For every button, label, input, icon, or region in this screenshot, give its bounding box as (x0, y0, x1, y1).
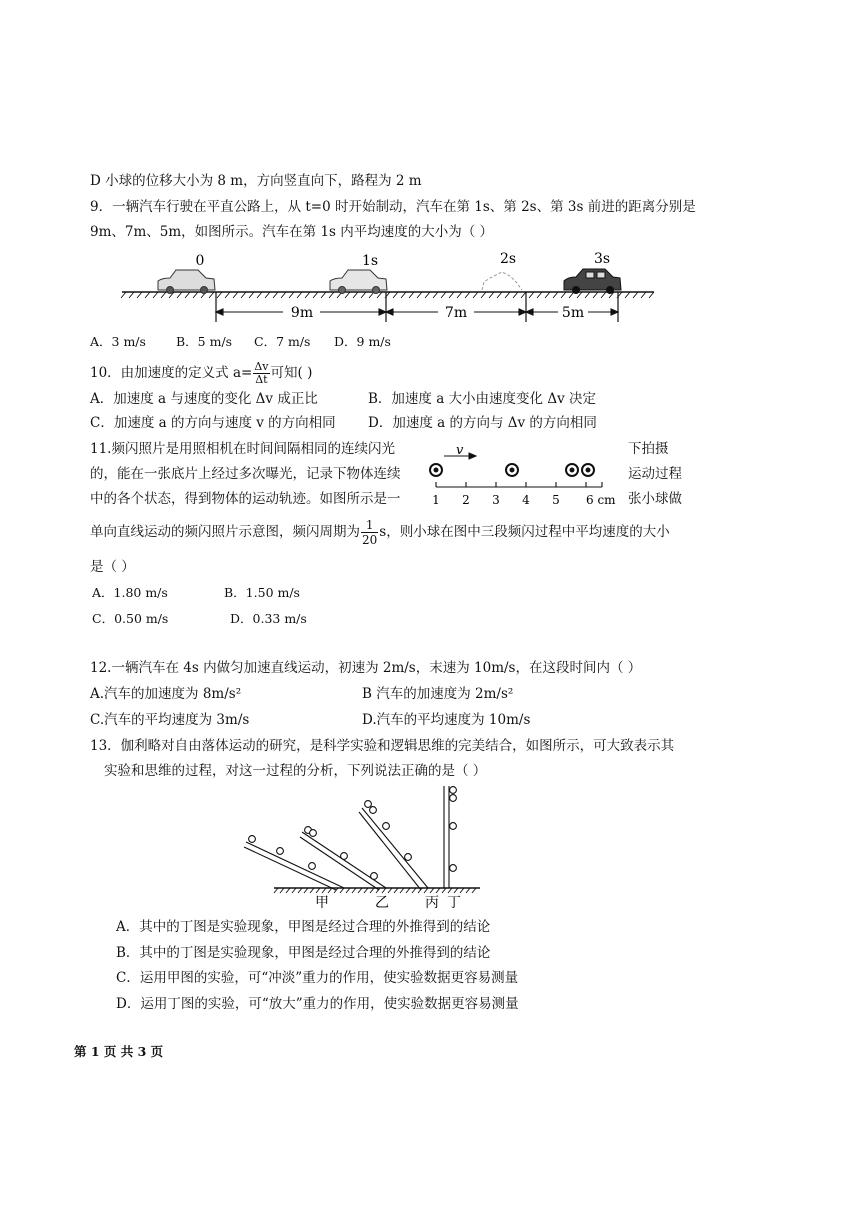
q12-option-d: D.汽车的平均速度为 10m/s (362, 712, 531, 728)
q13-incline-figure (236, 780, 496, 910)
car-icon (482, 272, 522, 290)
q11-line4 (90, 515, 670, 549)
q10-fraction (253, 361, 269, 386)
q11-line2-right: 运动过程 (628, 466, 682, 482)
q9-option-a: A．3 m/s (90, 334, 146, 349)
q10-option-c: C．加速度 a 的方向与速度 v 的方向相同 (90, 415, 336, 431)
distance-label-9m: 9m (290, 305, 314, 321)
q11-option-d: D．0.33 m/s (230, 611, 307, 626)
q11-line1-left: 11.频闪照片是用照相机在时间间隔相同的连续闪光 (90, 441, 395, 457)
q8-option-d: D 小球的位移大小为 8 m，方向竖直向下，路程为 2 m (90, 173, 422, 189)
q9-option-c: C．7 m/s (254, 334, 311, 349)
q11-option-c: C．0.50 m/s (92, 611, 169, 626)
q12-option-c: C.汽车的平均速度为 3m/s (90, 712, 250, 728)
q11-period-num: 1 (361, 518, 378, 533)
q10-stem (90, 359, 312, 387)
car-icon (330, 270, 387, 294)
car-icon (158, 270, 215, 294)
q10-option-a: A．加速度 a 与速度的变化 Δv 成正比 (90, 391, 318, 407)
q10-stem-prefix: 10．由加速度的定义式 a= (90, 365, 253, 381)
ruler-tick-3: 3 (492, 493, 500, 507)
label-bing: 丙 (425, 895, 439, 910)
q13-option-c: C．运用甲图的实验，可“冲淡”重力的作用，使实验数据更容易测量 (116, 970, 519, 986)
car-icon (564, 269, 621, 294)
q12-option-b: B 汽车的加速度为 2m/s² (362, 686, 514, 702)
time-label-2s: 2s (499, 251, 517, 267)
q11-line2-left: 的，能在一张底片上经过多次曝光，记录下物体连续 (90, 466, 401, 482)
q11-line3-right: 张小球做 (628, 491, 682, 507)
q11-line1-right: 下拍摄 (628, 441, 669, 457)
q9-option-d: D．9 m/s (334, 334, 391, 349)
q11-line5: 是（ ） (90, 559, 135, 575)
ruler-tick-1: 1 (432, 493, 440, 507)
q13-option-a: A．其中的丁图是实验现象，甲图是经过合理的外推得到的结论 (116, 919, 491, 935)
q9-stem-line1: 9．一辆汽车行驶在平直公路上，从 t=0 时开始制动，汽车在第 1s、第 2s、第 3s 前进的距离分别是 (90, 199, 696, 215)
ruler-tick-2: 2 (462, 493, 470, 507)
ruler-tick-6cm: 6 cm (586, 493, 616, 507)
ruler-tick-5: 5 (552, 493, 560, 507)
ball-icon (566, 464, 578, 476)
q13-stem-line2: 实验和思维的过程，对这一过程的分析，下列说法正确的是（ ） (104, 763, 487, 779)
ball-icon (430, 464, 442, 476)
velocity-label: v (456, 443, 464, 458)
q11-period-den: 20 (362, 533, 378, 547)
distance-label-7m: 7m (444, 305, 468, 321)
q10-stem-suffix: 可知( ) (270, 365, 313, 381)
q13-option-d: D．运用丁图的实验，可“放大”重力的作用，使实验数据更容易测量 (116, 996, 519, 1012)
q10-frac-den: Δt (255, 373, 268, 386)
q12-stem: 12.一辆汽车在 4s 内做匀加速直线运动，初速为 2m/s，末速为 10m/s，在这段时间内（ ） (90, 660, 642, 676)
time-label-0: 0 (195, 253, 205, 269)
ruler-tick-4: 4 (522, 493, 530, 507)
q11-option-a: A．1.80 m/s (92, 585, 168, 600)
q10-frac-num: Δv (254, 360, 269, 373)
q9-stem-line2: 9m、7m、5m，如图所示。汽车在第 1s 内平均速度的大小为（ ） (90, 224, 494, 240)
q11-period-fraction (361, 518, 378, 547)
q11-option-b: B．1.50 m/s (224, 585, 300, 600)
ruler (436, 482, 602, 487)
q9-option-b: B．5 m/s (176, 334, 233, 349)
q13-option-b: B．其中的丁图是实验现象，甲图是经过合理的外推得到的结论 (116, 945, 491, 961)
label-yi: 乙 (375, 895, 389, 910)
q11-line4-suffix: s，则小球在图中三段频闪过程中平均速度的大小 (379, 524, 670, 540)
ball-icon (582, 464, 594, 476)
page-footer: 第 1 页 共 3 页 (74, 1044, 164, 1059)
q11-strobe-figure (420, 440, 625, 510)
q11-line4-prefix: 单向直线运动的频闪照片示意图，频闪周期为 (90, 524, 360, 540)
label-jia: 甲 (315, 895, 329, 910)
label-ding: 丁 (447, 895, 461, 910)
time-label-3s: 3s (593, 251, 611, 267)
q12-option-a: A.汽车的加速度为 8m/s² (90, 686, 242, 702)
time-label-1s: 1s (361, 253, 379, 269)
ball-icon (506, 464, 518, 476)
q13-stem-line1: 13．伽利略对自由落体运动的研究，是科学实验和逻辑思维的完美结合，如图所示，可大致表示其 (90, 738, 675, 754)
distance-label-5m: 5m (561, 305, 585, 321)
q11-line3-left: 中的各个状态，得到物体的运动轨迹。如图所示是一 (90, 491, 401, 507)
q9-car-figure (118, 248, 658, 328)
q10-option-d: D．加速度 a 的方向与 Δv 的方向相同 (368, 415, 597, 431)
q10-option-b: B．加速度 a 大小由速度变化 Δv 决定 (368, 391, 597, 407)
